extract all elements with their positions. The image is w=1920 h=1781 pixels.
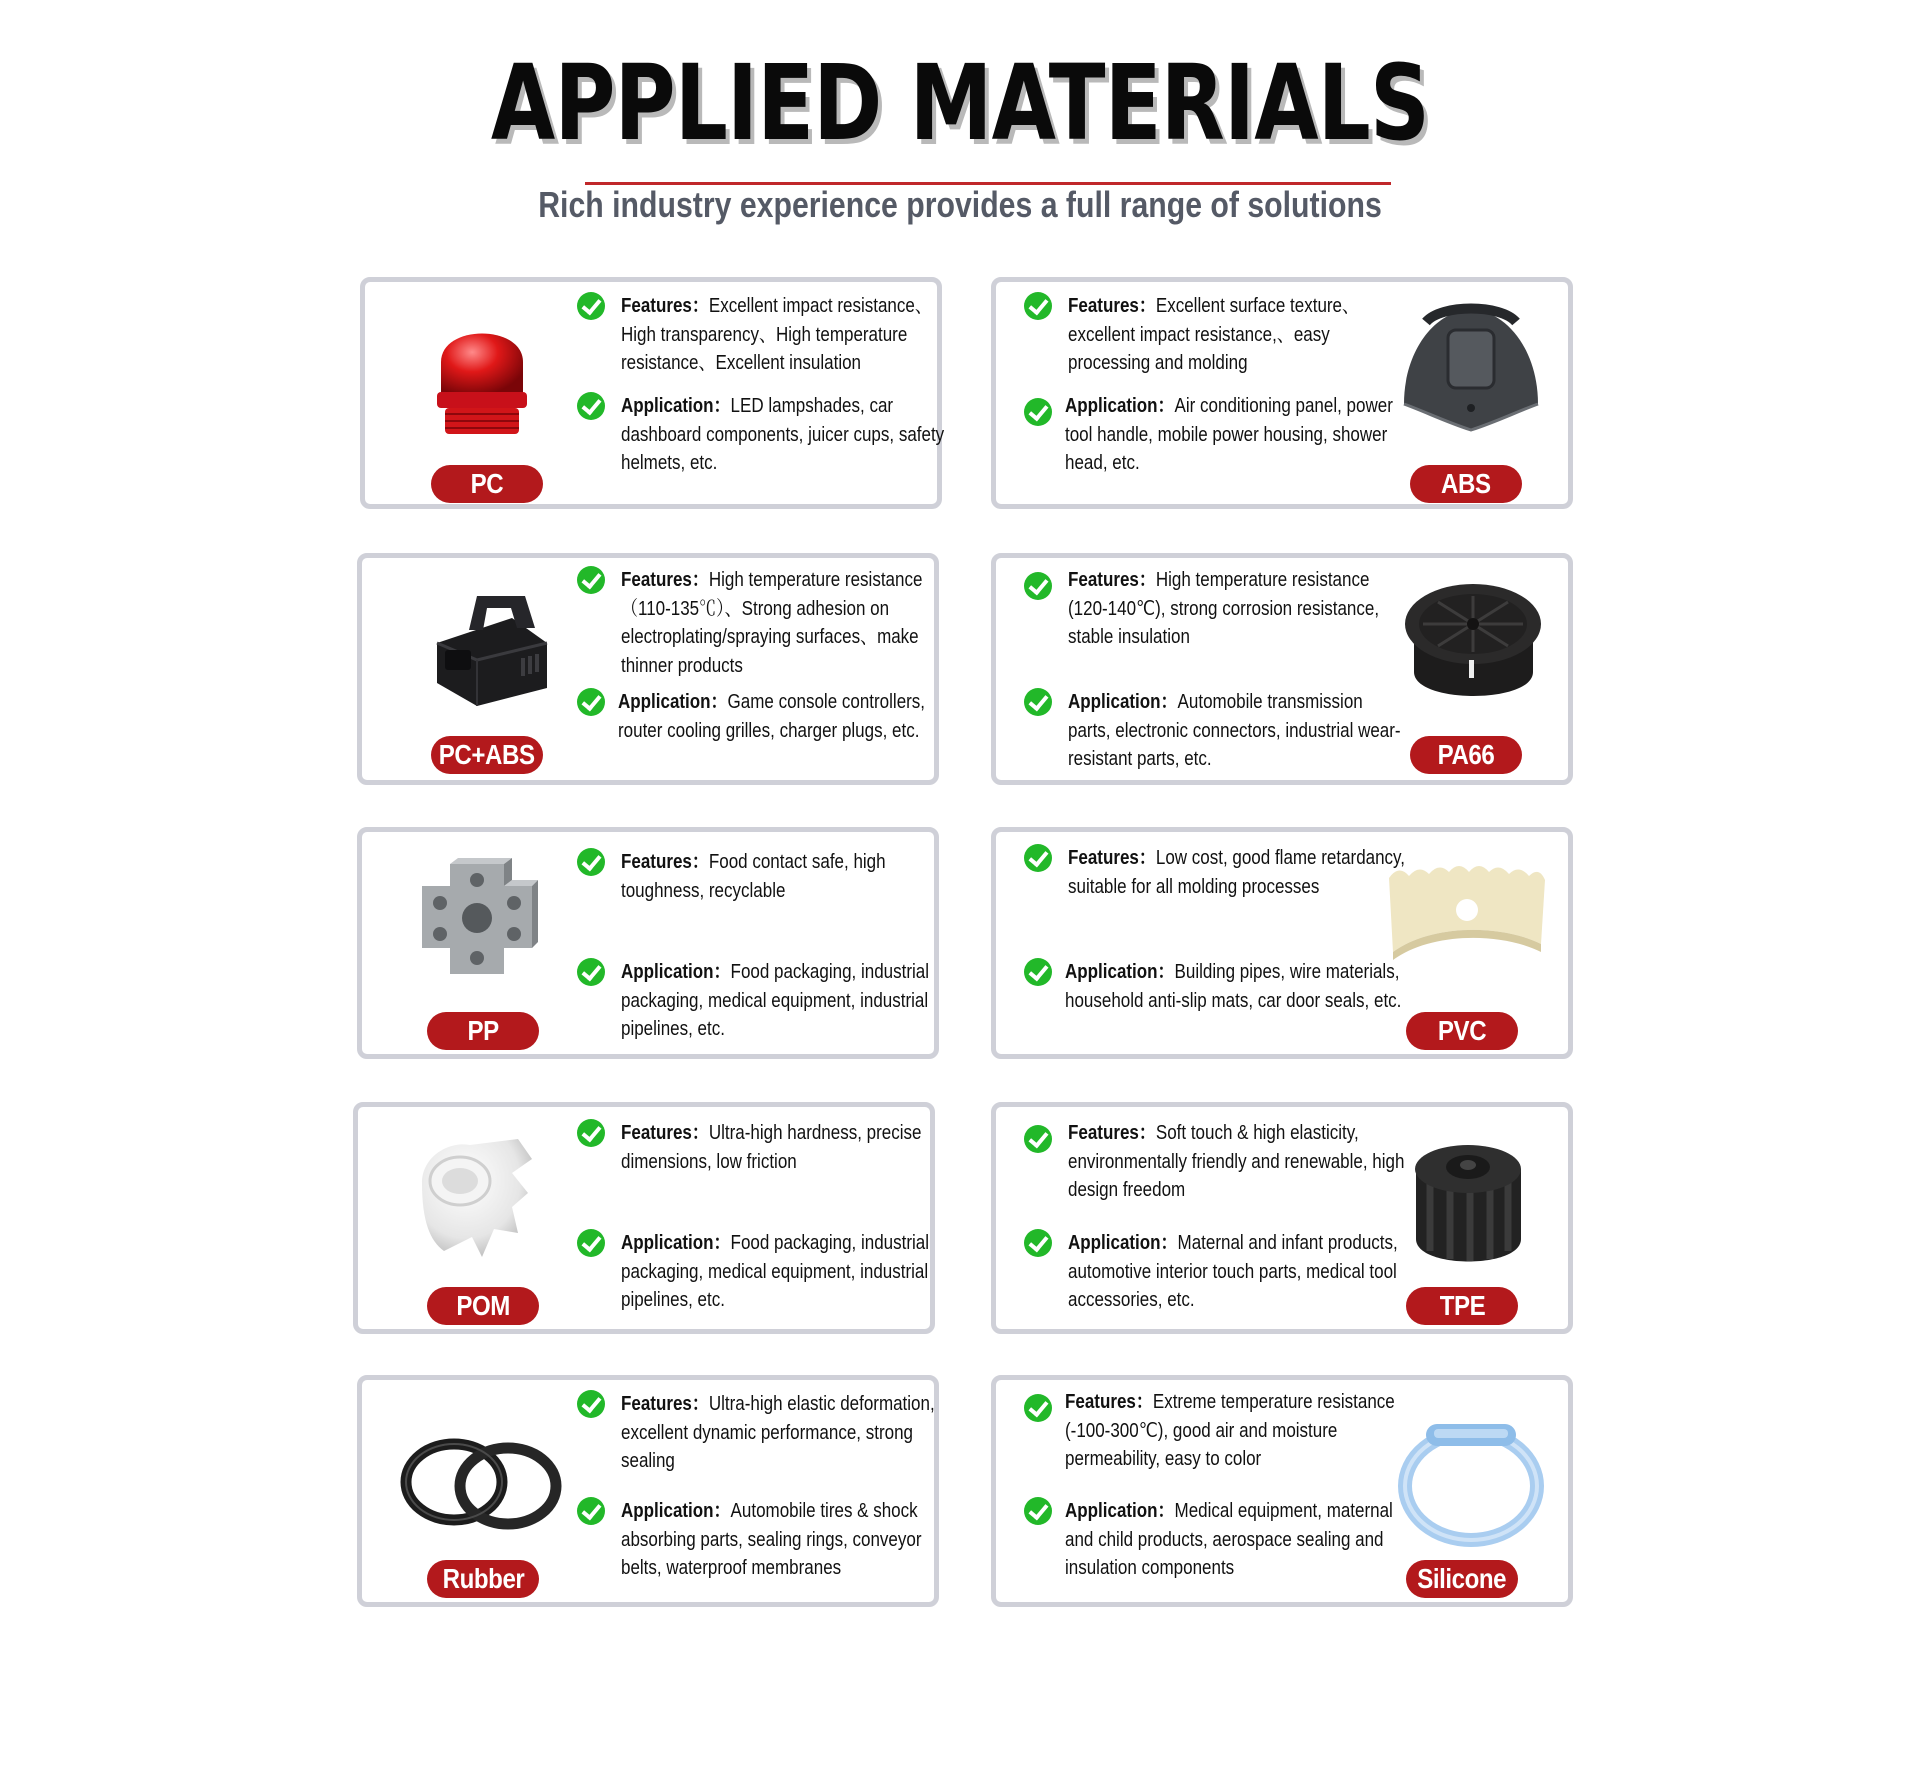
white-gear-part-image [408,1133,553,1273]
check-icon [577,566,605,594]
check-icon [1024,1394,1052,1422]
black-knob-image [1406,1129,1531,1274]
check-icon [577,1390,605,1418]
application-text: Maternal and infant products, automotive interior touch parts, medical tool accessories, etc. [1068,1232,1398,1311]
material-card-abs [991,277,1573,509]
check-icon [577,958,605,986]
check-icon [1024,844,1052,872]
application-block [618,688,968,745]
features-text: Extreme temperature resistance (-100-300℃), good air and moisture permeability, easy to color [1065,1391,1395,1470]
application-text: Food packaging, industrial packaging, medical equipment, industrial pipelines, etc. [621,1232,930,1311]
features-label: Features： [621,851,709,873]
check-icon [1024,1497,1052,1525]
page-title: APPLIED MATERIALS [490,42,1430,164]
material-tag-silicone: Silicone [1406,1560,1518,1598]
check-icon [1024,292,1052,320]
features-text: High temperature resistance (120-140℃), strong corrosion resistance, stable insulation [1068,569,1380,648]
features-block [1068,292,1418,378]
application-text: Building pipes, wire materials, household anti-slip mats, car door seals, etc. [1065,961,1402,1012]
features-text: Excellent impact resistance、High transparency、High temperature resistance、Excellent insulation [621,295,932,374]
material-tag-pvc: PVC [1406,1012,1518,1050]
black-o-rings-image [396,1432,566,1542]
application-text: Game console controllers, router cooling grilles, charger plugs, etc. [618,691,926,742]
application-block [1068,688,1418,774]
check-icon [1024,1125,1052,1153]
features-text: High temperature resistance（110-135℃）、Strong adhesion on electroplating/spraying surfaces、make thinner products [621,569,923,677]
features-block [621,848,971,905]
application-text: Automobile transmission parts, electronic connectors, industrial wear-resistant parts, etc. [1068,691,1401,770]
material-card-pc-abs [357,553,939,785]
check-icon [1024,958,1052,986]
features-label: Features： [1068,295,1156,317]
features-block [621,292,971,378]
application-label: Application： [618,691,728,713]
application-label: Application： [621,1232,731,1254]
check-icon [1024,688,1052,716]
check-icon [577,292,605,320]
check-icon [577,688,605,716]
application-label: Application： [1065,961,1175,983]
check-icon [577,1497,605,1525]
check-icon [577,848,605,876]
features-label: Features： [621,295,709,317]
features-block [621,1390,971,1476]
application-block [621,1229,971,1315]
application-text: Air conditioning panel, power tool handle, mobile power housing, shower head, etc. [1065,395,1393,474]
material-card-tpe [991,1102,1573,1334]
material-card-pvc [991,827,1573,1059]
material-tag-pom: POM [427,1287,539,1325]
black-grommet-image [1396,576,1551,721]
application-label: Application： [1065,395,1175,417]
features-block [1068,1119,1418,1205]
check-icon [577,1229,605,1257]
features-text: Low cost, good flame retardancy, suitable for all molding processes [1068,847,1406,898]
features-label: Features： [1068,569,1156,591]
black-handle-part-image [417,588,562,713]
material-card-pp [357,827,939,1059]
application-label: Application： [1065,1500,1175,1522]
material-card-pa66 [991,553,1573,785]
application-label: Application： [621,395,731,417]
features-text: Food contact safe, high toughness, recyclable [621,851,886,902]
application-block [1068,1229,1418,1315]
material-card-rubber [357,1375,939,1607]
check-icon [577,1119,605,1147]
features-label: Features： [621,1122,709,1144]
material-tag-pp: PP [427,1012,539,1050]
application-label: Application： [1068,691,1178,713]
features-label: Features： [1065,1391,1153,1413]
material-tag-pc-abs: PC+ABS [431,736,543,774]
material-tag-abs: ABS [1410,465,1522,503]
material-tag-tpe: TPE [1406,1287,1518,1325]
red-lamp-dome-image [427,304,537,444]
features-label: Features： [621,569,709,591]
application-text: Medical equipment, maternal and child products, aerospace sealing and insulation components [1065,1500,1393,1579]
features-block [621,566,971,680]
cream-arc-part-image [1381,860,1551,975]
application-block [1065,1497,1415,1583]
grey-block-image [412,856,542,986]
application-text: Automobile tires & shock absorbing parts, sealing rings, conveyor belts, waterproof membranes [621,1500,922,1579]
dark-plastic-housing-image [1396,300,1546,440]
features-text: Ultra-high hardness, precise dimensions, low friction [621,1122,922,1173]
features-block [1065,1388,1415,1474]
check-icon [1024,398,1052,426]
material-tag-pa66: PA66 [1410,736,1522,774]
check-icon [1024,1229,1052,1257]
application-text: Food packaging, industrial packaging, medical equipment, industrial pipelines, etc. [621,961,930,1040]
features-text: Soft touch & high elasticity, environmentally friendly and renewable, high design freedom [1068,1122,1405,1201]
material-card-pc [360,277,945,509]
material-tag-pc: PC [431,465,543,503]
material-card-silicone [991,1375,1573,1607]
application-block [1065,392,1415,478]
application-block [621,958,971,1044]
application-label: Application： [621,961,731,983]
application-text: LED lampshades, car dashboard components, juicer cups, safety helmets, etc. [621,395,945,474]
check-icon [577,392,605,420]
features-label: Features： [621,1393,709,1415]
check-icon [1024,572,1052,600]
features-block [1068,844,1418,901]
page-subtitle: Rich industry experience provides a full range of solutions [538,184,1382,225]
application-label: Application： [1068,1232,1178,1254]
features-label: Features： [1068,1122,1156,1144]
application-block [621,392,971,478]
application-label: Application： [621,1500,731,1522]
material-card-pom [353,1102,935,1334]
features-block [621,1119,971,1176]
features-label: Features： [1068,847,1156,869]
application-block [621,1497,971,1583]
features-text: Ultra-high elastic deformation, excellent dynamic performance, strong sealing [621,1393,935,1472]
blue-silicone-ring-image [1396,1414,1546,1549]
features-text: Excellent surface texture、excellent impact resistance,、easy processing and molding [1068,295,1360,374]
features-block [1068,566,1418,652]
application-block [1065,958,1415,1015]
material-tag-rubber: Rubber [427,1560,539,1598]
